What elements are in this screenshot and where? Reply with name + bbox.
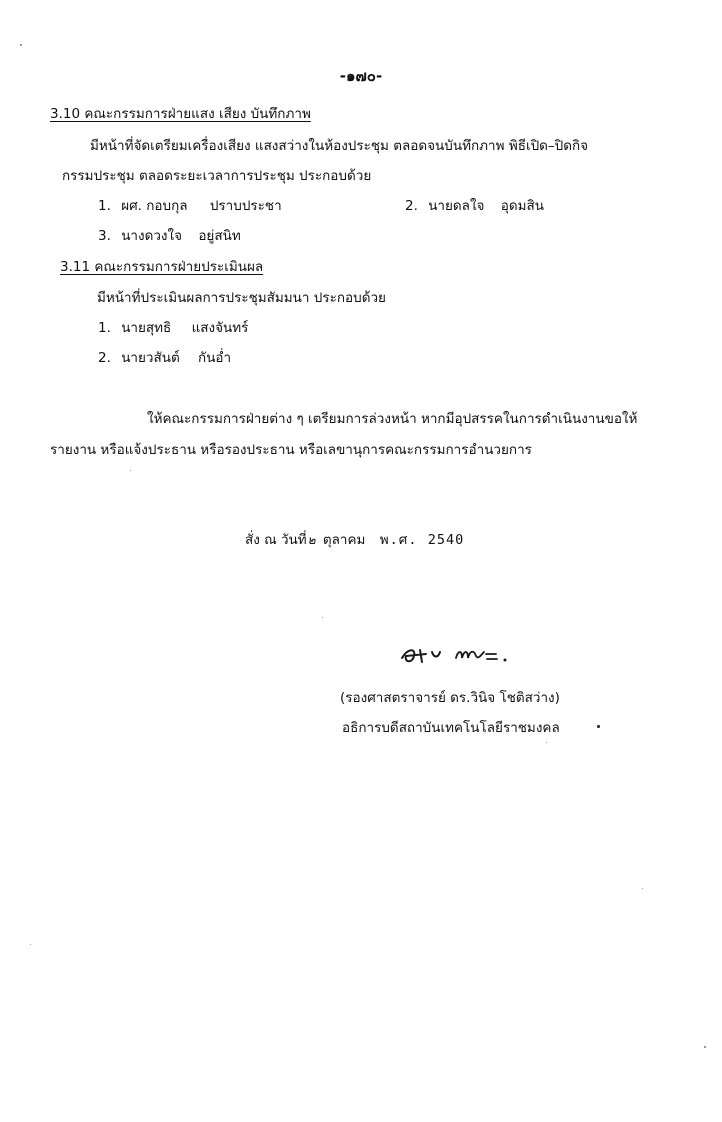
member-name: ผศ. กอบกุล <box>121 198 188 214</box>
order-date-era: พ.ศ. <box>379 532 418 548</box>
order-date-month: ตุลาคม <box>322 532 366 548</box>
member-name: นายดลใจ <box>428 198 485 214</box>
member-surname: แสงจันทร์ <box>191 320 249 336</box>
scan-speck <box>597 725 600 728</box>
closing-line2: รายงาน หรือแจ้งประธาน หรือรองประธาน หรือเลขานุการคณะกรรมการอำนวยการ <box>50 442 532 458</box>
member-3-10-1 <box>98 194 282 216</box>
member-number: 1. <box>98 320 111 336</box>
member-number: 2. <box>98 350 111 366</box>
order-date-day: ๒ <box>307 533 316 547</box>
order-date-year: 2540 <box>427 532 465 548</box>
scan-speck <box>546 742 547 743</box>
member-name: นางดวงใจ <box>121 228 183 244</box>
signatory-title: อธิการบดีสถาบันเทคโนโลยีราชมงคล <box>342 720 560 736</box>
section-3-11-heading: 3.11 คณะกรรมการฝ่ายประเมินผล <box>60 259 264 275</box>
scan-speck <box>20 44 22 46</box>
member-name: นายสุทธิ <box>121 320 172 336</box>
section-3-10-duty-line2: กรรมประชุม ตลอดระยะเวลาการประชุม ประกอบด้วย <box>62 168 372 184</box>
member-surname: อยู่สนิท <box>198 228 241 244</box>
member-3-11-1 <box>98 316 248 338</box>
signatory-name: (รองศาสตราจารย์ ดร.วินิจ โชติสว่าง) <box>340 690 560 706</box>
scan-speck <box>322 617 323 618</box>
member-surname: กันอ่ำ <box>198 350 232 366</box>
closing-line1: ให้คณะกรรมการฝ่ายต่าง ๆ เตรียมการล่วงหน้า หากมีอุปสรรคในการดำเนินงานขอให้ <box>147 411 638 427</box>
scan-speck <box>30 944 31 945</box>
page-number: -๑๗๐- <box>339 67 383 85</box>
member-name: นายวสันต์ <box>121 350 180 366</box>
order-date-prefix: สั่ง ณ วันที่ <box>245 532 307 548</box>
section-3-10-duty-line1: มีหน้าที่จัดเตรียมเครื่องเสียง แสงสว่างในห้องประชุม ตลอดจนบันทึกภาพ พิธีเปิด–ปิดกิจ <box>90 138 589 154</box>
member-number: 3. <box>98 228 111 244</box>
order-date <box>245 528 464 550</box>
member-3-11-2 <box>98 346 231 368</box>
member-surname: ปราบประชา <box>209 198 282 214</box>
signature <box>398 640 518 670</box>
section-3-10-heading: 3.10 คณะกรรมการฝ่ายแสง เสียง บันทึกภาพ <box>50 106 311 122</box>
scan-speck <box>704 1046 706 1048</box>
member-number: 2. <box>405 198 418 214</box>
member-surname: อุดมสิน <box>500 198 544 214</box>
member-number: 1. <box>98 198 111 214</box>
member-3-10-3 <box>98 224 241 246</box>
scan-speck <box>642 888 643 889</box>
section-3-11-duty-line1: มีหน้าที่ประเมินผลการประชุมสัมมนา ประกอบด้วย <box>97 290 386 306</box>
member-3-10-2 <box>405 194 544 216</box>
scan-speck <box>130 470 131 471</box>
